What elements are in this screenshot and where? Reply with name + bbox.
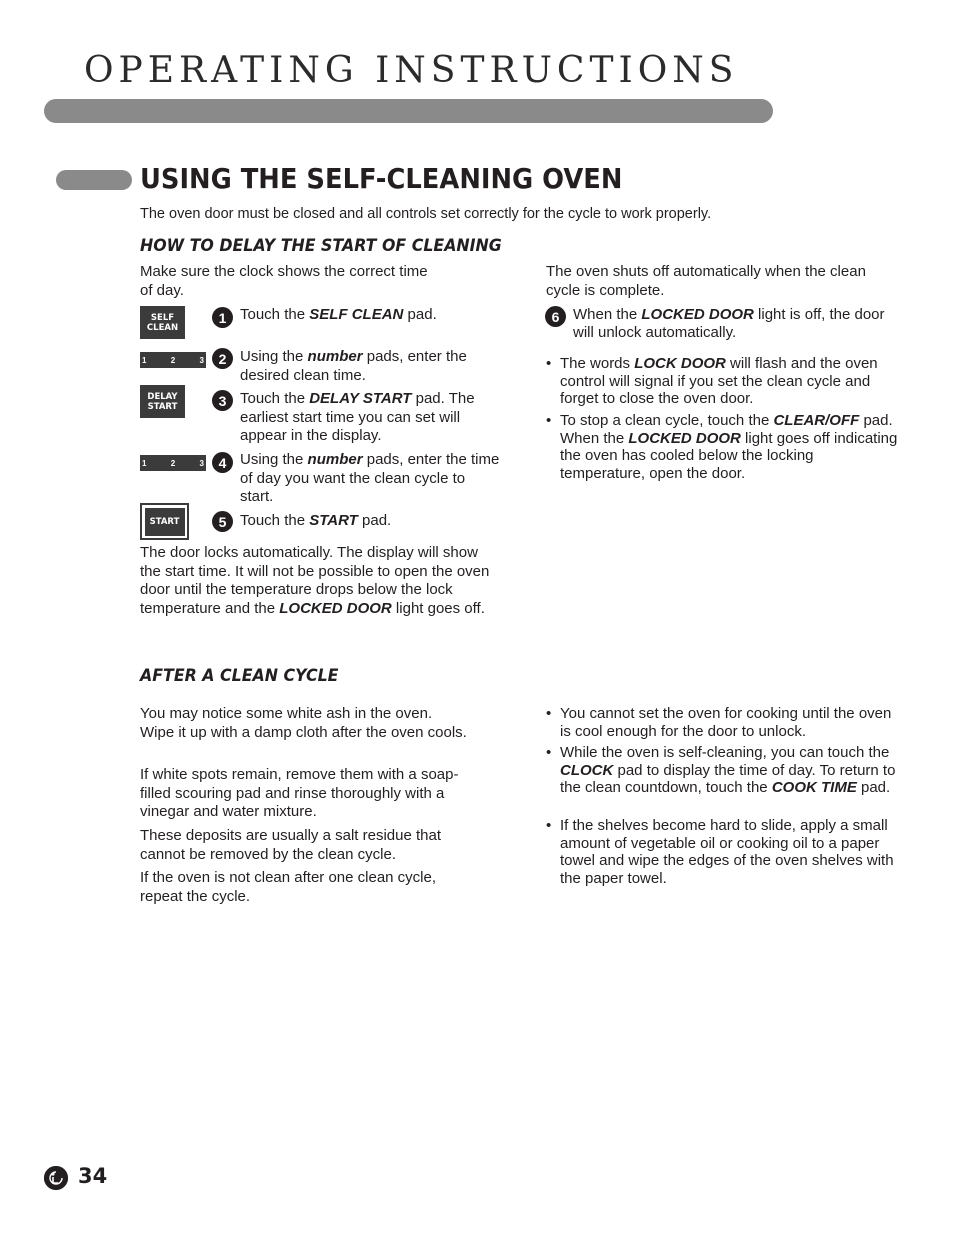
- header-divider-bar: [44, 99, 773, 123]
- step-5-text: [240, 512, 500, 531]
- bullet-text: To stop a clean cycle, touch the: [560, 412, 774, 429]
- list-item: [546, 744, 901, 797]
- bullet-text-bold: LOCKED DOOR: [628, 429, 741, 447]
- bullet-text: If the shelves become hard to slide, apply a small amount of vegetable oil or cooking oil to a paper towel and wipe the edges of the oven shelves with the paper towel.: [560, 817, 894, 887]
- step-5-badge: 5: [212, 511, 233, 532]
- number-pad-2: 2: [170, 458, 176, 468]
- list-item: [546, 705, 901, 740]
- number-pad-1: 1: [142, 458, 147, 468]
- lg-logo-icon: [44, 1166, 68, 1190]
- bullet-text-bold: CLOCK: [560, 761, 614, 779]
- delay-heading: HOW TO DELAY THE START OF CLEANING: [140, 236, 502, 256]
- list-item: [546, 412, 901, 482]
- step-4-text-pre: Using the: [240, 451, 308, 468]
- step-6-text-bold: LOCKED DOOR: [641, 306, 754, 323]
- step-1-badge: 1: [212, 307, 233, 328]
- list-item: [546, 355, 901, 408]
- delay-start-pad-icon: [140, 385, 185, 418]
- step-3-badge: 3: [212, 390, 233, 411]
- step-4-text-bold: number: [307, 451, 363, 468]
- number-pad-2: 2: [170, 355, 176, 365]
- door-lock-text-post: light goes off.: [391, 599, 485, 617]
- door-lock-text-bold: LOCKED DOOR: [279, 599, 392, 617]
- start-pad-label: START: [145, 508, 185, 536]
- number-pad-3: 3: [199, 355, 204, 365]
- delay-lead-line-1: Make sure the clock shows the correct time: [140, 263, 428, 280]
- step-1-text-post: pad.: [403, 306, 437, 323]
- step-5-text-bold: START: [309, 512, 358, 529]
- start-pad-icon: [140, 503, 189, 540]
- after-heading: AFTER A CLEAN CYCLE: [140, 666, 339, 686]
- step-5-text-pre: Touch the: [240, 512, 310, 529]
- step-6-text-pre: When the: [573, 306, 642, 323]
- door-lock-paragraph: [140, 544, 490, 618]
- bullet-text: The words: [560, 355, 635, 372]
- step-1-text-pre: Touch the: [240, 306, 310, 323]
- step-5-text-post: pad.: [357, 512, 392, 529]
- step-2-text-bold: number: [307, 348, 363, 365]
- bullet-text: While the oven is self-cleaning, you can touch the: [560, 744, 890, 761]
- delay-lead: [140, 263, 480, 300]
- number-pad-1: 1: [142, 355, 147, 365]
- self-clean-pad-line-1: SELF: [150, 312, 175, 323]
- list-item: [546, 817, 901, 887]
- step-6-badge: 6: [545, 306, 566, 327]
- after-paragraph-3: These deposits are usually a salt residue that cannot be removed by the clean cycle.: [140, 827, 442, 863]
- after-paragraph-1: You may notice some white ash in the oven. Wipe it up with a damp cloth after the oven cools.: [140, 705, 467, 741]
- delay-start-pad-line-1: DELAY: [147, 391, 178, 402]
- step-3-text-pre: Touch the: [240, 390, 310, 407]
- bullet-text-bold: COOK TIME: [771, 779, 857, 796]
- page-title: USING THE SELF-CLEANING OVEN: [140, 162, 623, 195]
- step-2-badge: 2: [212, 348, 233, 369]
- bullet-text: You cannot set the oven for cooking until the oven is cool enough for the door to unlock.: [560, 705, 892, 740]
- intro-text: The oven door must be closed and all controls set correctly for the cycle to work properly.: [140, 206, 712, 222]
- auto-shutoff-text: The oven shuts off automatically when the clean cycle is complete.: [546, 263, 866, 299]
- self-clean-pad-line-2: CLEAN: [146, 322, 179, 333]
- step-3-text-bold: DELAY START: [309, 390, 412, 407]
- number-pad-3: 3: [199, 458, 204, 468]
- delay-lead-line-2: of day.: [140, 281, 184, 299]
- bullet-text-bold: CLEAR/OFF: [773, 412, 860, 429]
- step-1-text-bold: SELF CLEAN: [309, 306, 404, 323]
- number-pads-icon: [140, 352, 206, 368]
- bullet-text: pad. When the: [560, 412, 893, 447]
- section-marker-pill: [56, 170, 132, 190]
- number-pads-icon: [140, 455, 206, 471]
- bullet-text: will flash and the oven control will signal if you set the clean cycle and forget to close the oven door.: [560, 355, 878, 407]
- page-number: 34: [78, 1164, 108, 1188]
- step-4-text-post: pads, enter the time of day you want the clean cycle to start.: [240, 451, 500, 505]
- step-3-text: [240, 390, 500, 446]
- step-1-text: [240, 306, 500, 325]
- step-2-text: [240, 348, 500, 385]
- bullet-text: light goes off indicating the oven has cooled below the locking temperature, open the door.: [560, 429, 898, 482]
- door-lock-text-pre: The door locks automatically. The display will show the start time. It will not be possible to open the oven door until the temperature drops below the lock temperature and the: [140, 544, 490, 617]
- step-4-text: [240, 451, 500, 507]
- bullet-text: pad to display the time of day. To return to the clean countdown, touch the: [560, 761, 896, 796]
- step-2-text-post: pads, enter the desired clean time.: [240, 348, 467, 384]
- bullet-text: pad.: [856, 779, 891, 796]
- step-6-text-post: light is off, the door will unlock automatically.: [573, 306, 885, 341]
- lg-logo-mark: [44, 1166, 68, 1190]
- delay-start-pad-line-2: START: [147, 401, 178, 412]
- step-4-badge: 4: [212, 452, 233, 473]
- after-paragraph-2: If white spots remain, remove them with a soap-filled scouring pad and rinse thoroughly with a vinegar and water mixture.: [140, 766, 459, 820]
- after-paragraph-4: If the oven is not clean after one clean cycle, repeat the cycle.: [140, 869, 437, 905]
- step-3-text-post: pad. The earliest start time you can set will appear in the display.: [240, 390, 475, 444]
- manual-section-title: OPERATING INSTRUCTIONS: [84, 50, 739, 91]
- self-clean-pad-icon: [140, 306, 185, 339]
- step-2-text-pre: Using the: [240, 348, 308, 365]
- bullet-text-bold: LOCK DOOR: [634, 355, 726, 372]
- step-6-text: [573, 306, 893, 342]
